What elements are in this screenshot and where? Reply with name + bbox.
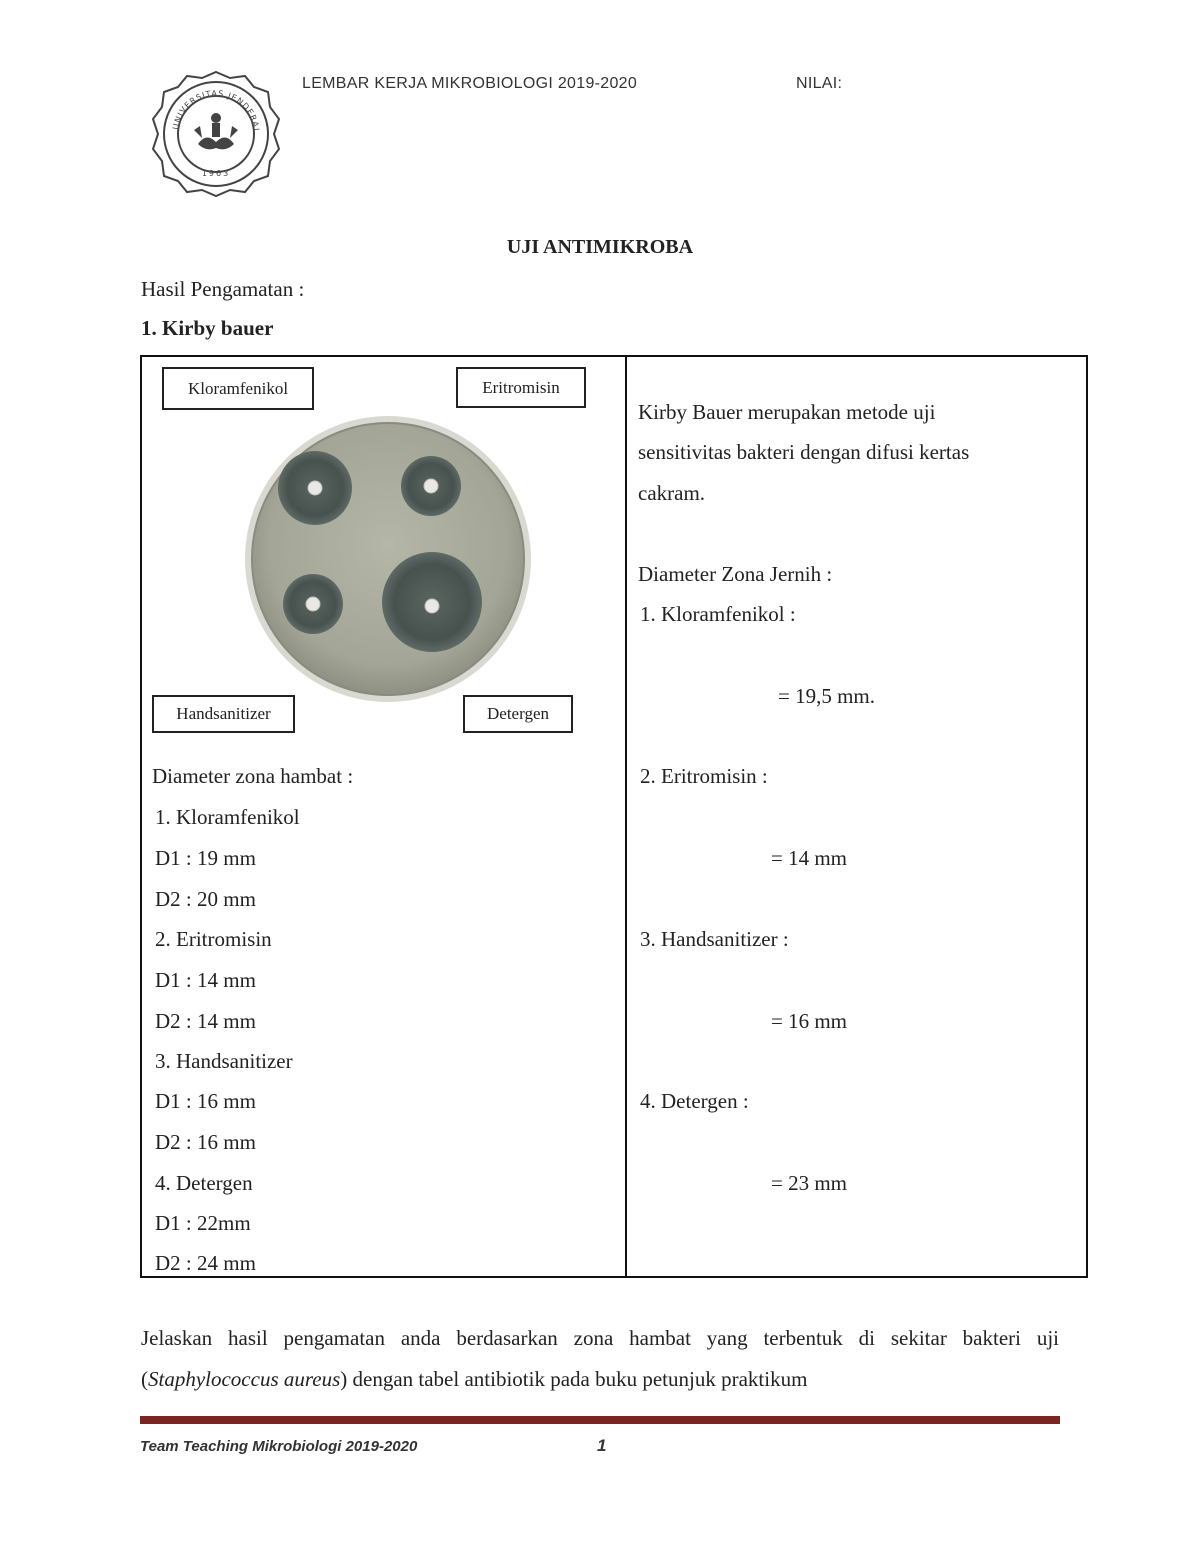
zone-heading: Diameter zona hambat : [152,764,354,788]
intro-line: cakram. [638,481,706,505]
result-value: = 23 mm [771,1171,848,1195]
document-title: UJI ANTIMIKROBA [506,236,694,258]
question-line-1: Jelaskan hasil pengamatan anda berdasarkan zona hambat yang terbentuk di sekitar bakteri uji [141,1326,1059,1350]
zone-item-d1: D1 : 16 mm [155,1089,256,1113]
section-label: Hasil Pengamatan : [141,277,305,301]
zone-item-d2: D2 : 14 mm [155,1009,256,1033]
zone-item-d2: D2 : 16 mm [155,1130,256,1154]
zone-item-d1: D1 : 19 mm [155,846,256,870]
result-value: = 19,5 mm. [778,684,876,708]
result-label: 2. Eritromisin : [640,764,768,788]
intro-line: Kirby Bauer merupakan metode uji [638,400,936,424]
clear-zone-heading: Diameter Zona Jernih : [638,562,833,586]
seal-year: 1963 [201,169,231,178]
sheet-title: LEMBAR KERJA MIKROBIOLOGI 2019-2020 [302,75,638,92]
result-label: 3. Handsanitizer : [640,927,789,951]
label-eritromisin: Eritromisin [456,367,586,408]
footer-team: Team Teaching Mikrobiologi 2019-2020 [140,1438,418,1455]
organism-name: Staphylococcus aureus [148,1367,341,1391]
zone-item-d2: D2 : 24 mm [155,1251,256,1275]
label-kloramfenikol: Kloramfenikol [162,367,314,410]
subsection-title: 1. Kirby bauer [141,316,274,340]
footer-bar [140,1416,1060,1424]
label-detergen: Detergen [463,695,573,733]
question-paragraph [141,1318,1059,1400]
zone-item-d2: D2 : 20 mm [155,887,256,911]
university-seal-logo [150,68,282,200]
label-handsanitizer: Handsanitizer [152,695,295,733]
zone-item-name: 4. Detergen [155,1171,253,1195]
result-value: = 14 mm [771,846,848,870]
question-line-2: ) dengan tabel antibiotik pada buku petunjuk praktikum [340,1367,808,1391]
intro-line: sensitivitas bakteri dengan difusi kertas [638,440,970,464]
seal-text: UNIVERSITAS JENDERAL [171,88,262,134]
zone-item-d1: D1 : 22mm [155,1211,251,1235]
question-open-paren: ( [141,1367,148,1391]
result-label: 1. Kloramfenikol : [640,602,796,626]
zone-item-name: 1. Kloramfenikol [155,805,300,829]
svg-text:UNIVERSITAS JENDERAL SOEDIRMAN [150,68,261,134]
score-label: NILAI: [796,75,843,92]
table-column-divider [625,355,627,1278]
zone-item-name: 2. Eritromisin [155,927,272,951]
page-number: 1 [597,1436,607,1455]
result-label: 4. Detergen : [640,1089,749,1113]
zone-item-name: 3. Handsanitizer [155,1049,293,1073]
result-value: = 16 mm [771,1009,848,1033]
petri-dish-image [243,414,533,704]
zone-item-d1: D1 : 14 mm [155,968,256,992]
